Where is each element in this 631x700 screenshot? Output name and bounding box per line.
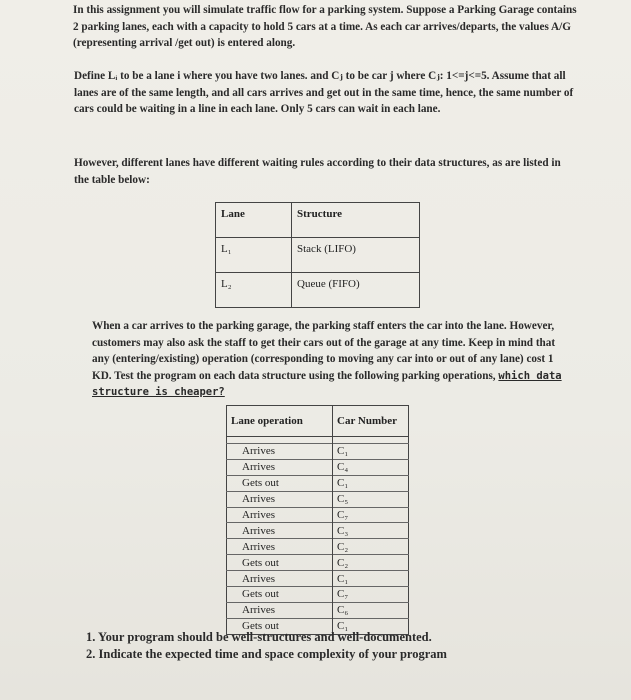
operation-cell: Gets out (227, 555, 333, 571)
requirement-item: 1. Your program should be well-structures and well-documented. (86, 630, 432, 644)
car-number-header: Car Number (333, 406, 409, 437)
lane-cell: L₂ (216, 273, 292, 308)
operation-cell: Gets out (227, 618, 333, 634)
ops-table-row (227, 459, 409, 475)
ops-table-row (227, 571, 409, 587)
car-number-cell: C₁ (333, 444, 409, 460)
operation-cell: Arrives (227, 523, 333, 539)
operation-cell: Arrives (227, 491, 333, 507)
car-number-cell: C₇ (333, 507, 409, 523)
car-number-cell: C₆ (333, 602, 409, 618)
operations-text: When a car arrives to the parking garage, the parking staff enters the car into the lane. However, customers may also ask the staff to get their cars out of the garage at any time. Keep in mind that any (entering/existing) operation (corresponding to moving any car into or out of any lane) cost 1 KD. Test the program on each data structure using the following parking operations, (92, 320, 556, 382)
ops-table-body (227, 444, 409, 635)
operations-paragraph (92, 318, 570, 401)
car-number-cell: C₄ (333, 459, 409, 475)
lane-table-header (216, 203, 420, 238)
parking-operations-table (226, 405, 409, 635)
structure-header: Structure (292, 203, 420, 238)
structure-cell: Stack (LIFO) (292, 238, 420, 273)
car-number-cell: C₃ (333, 523, 409, 539)
ops-table-row (227, 602, 409, 618)
operation-cell: Arrives (227, 507, 333, 523)
lane-structure-table (215, 202, 420, 308)
ops-table-row (227, 539, 409, 555)
definition-paragraph: Define Lᵢ to be a lane i where you have two lanes. and Cⱼ to be car j where Cⱼ: 1<=j<=5. Assume that all lanes are of the same length, and all cars arrives and get out in the same time, hence, the same number of cars could be waiting in a line in each lane. Only 5 cars can wait in each lane. (74, 70, 574, 115)
car-number-cell: C₅ (333, 491, 409, 507)
lane-operation-header: Lane operation (227, 406, 333, 437)
intro-paragraph: In this assignment you will simulate traffic flow for a parking system. Suppose a Parking Garage contains 2 parking lanes, each with a capacity to hold 5 cars at a time. As each car arrives/departs, the values A/G (representing arrival /get out) is entered along. (73, 4, 577, 49)
operation-cell: Arrives (227, 571, 333, 587)
ops-table-row (227, 491, 409, 507)
operation-cell: Gets out (227, 587, 333, 603)
operation-cell: Arrives (227, 459, 333, 475)
ops-table-row (227, 475, 409, 491)
car-number-cell: C₇ (333, 587, 409, 603)
car-number-cell: C₂ (333, 539, 409, 555)
lane-cell: L₁ (216, 238, 292, 273)
ops-table-header (227, 406, 409, 437)
car-number-cell: C₁ (333, 618, 409, 634)
ops-table-row (227, 587, 409, 603)
operation-cell: Arrives (227, 539, 333, 555)
structure-cell: Queue (FIFO) (292, 273, 420, 308)
ops-table-row (227, 523, 409, 539)
lane-row (216, 273, 420, 308)
operation-cell: Gets out (227, 475, 333, 491)
lane-row (216, 238, 420, 273)
cheaper-question: which data structure is cheaper? (92, 369, 562, 398)
lane-header: Lane (216, 203, 292, 238)
rules-intro-paragraph: However, different lanes have different waiting rules according to their data structures, as are listed in the table below: (74, 157, 561, 186)
ops-table-row (227, 444, 409, 460)
car-number-cell: C₂ (333, 555, 409, 571)
operation-cell: Arrives (227, 602, 333, 618)
operation-cell: Arrives (227, 444, 333, 460)
ops-table-row (227, 507, 409, 523)
car-number-cell: C₁ (333, 475, 409, 491)
car-number-cell: C₁ (333, 571, 409, 587)
ops-table-row (227, 555, 409, 571)
requirement-item: 2. Indicate the expected time and space complexity of your program (86, 647, 447, 661)
